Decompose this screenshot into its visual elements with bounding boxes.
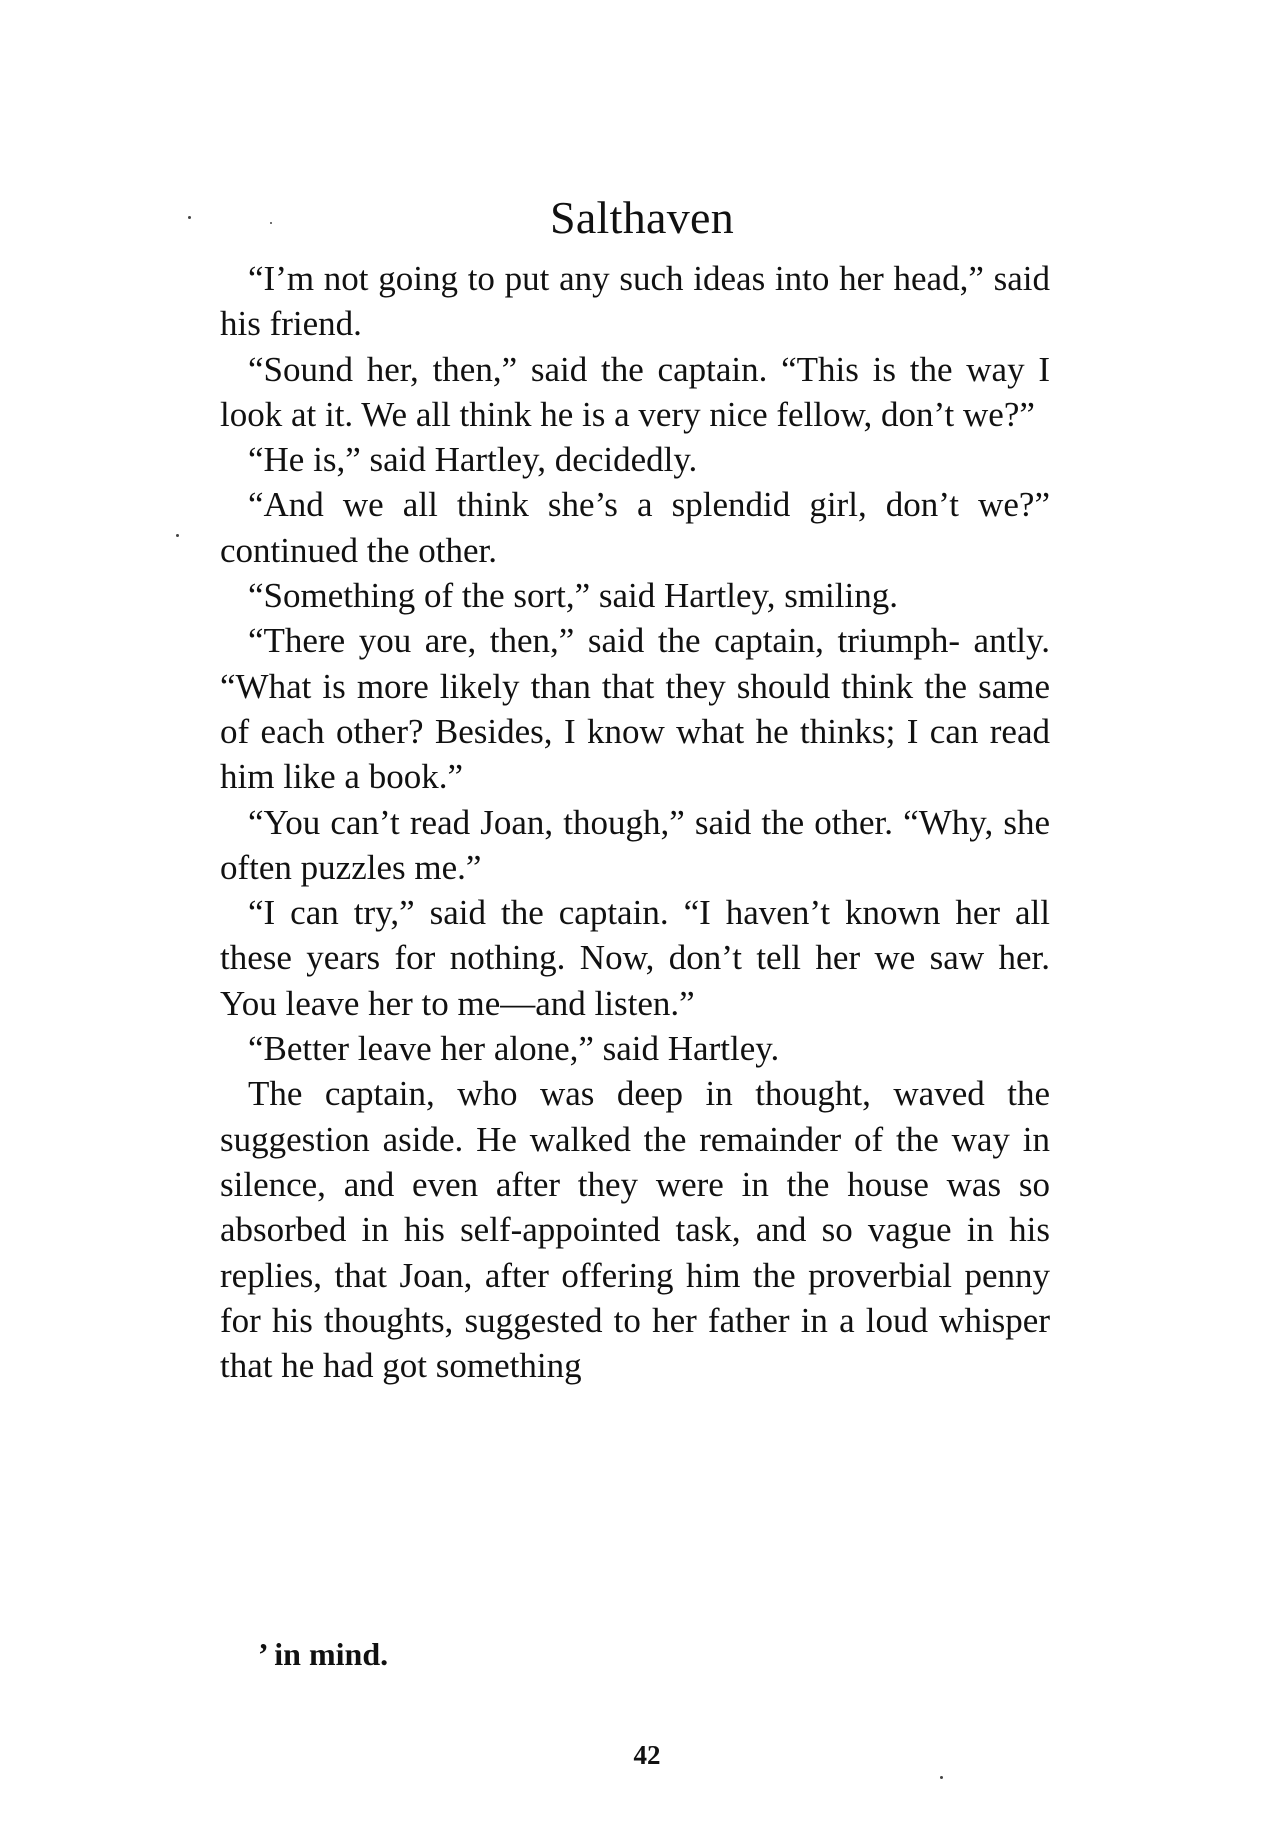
paragraph-4: “And we all think she’s a splendid girl, don’t we?” continued the other. [220,485,1050,570]
scan-speck [188,216,191,219]
paragraph-9: “Better leave her alone,” said Hartley. [248,1029,780,1069]
running-title: Salthaven [549,192,735,243]
scan-speck [940,1776,943,1779]
paragraph-1: “I’m not going to put any such ideas into her head,” said his friend. [220,259,1050,344]
page-number: 42 [633,1740,661,1770]
paragraph-6: “There you are, then,” said the captain, triumph- antly. “What is more likely than that they should think the same of each other? Besides, I know what he thinks; I can read him like a book.” [220,621,1050,797]
scan-speck [176,534,179,537]
paragraph-5: “Something of the sort,” said Hartley, smiling. [248,576,898,616]
paragraph-2: “Sound her, then,” said the captain. “This is the way I look at it. We all think he is a very nice fellow, don’t we?” [220,349,1050,434]
tail-line: ’ in mind. [258,1636,389,1672]
paragraph-10: The captain, who was deep in thought, waved the suggestion aside. He walked the remainder of the way in silence, and even after they were in the house was so absorbed in his self-appointed task, and so vague in his replies, that Joan, after offering him the proverbial penny for his thoughts, suggested to her father in a loud whisper that he had got something [220,1074,1050,1386]
paragraph-3: “He is,” said Hartley, decidedly. [248,440,698,480]
scan-speck [270,222,272,224]
paragraph-7: “You can’t read Joan, though,” said the other. “Why, she often puzzles me.” [220,802,1050,887]
paragraph-8: “I can try,” said the captain. “I haven’t known her all these years for nothing. Now, don’t tell her we saw her. You leave her to me—and listen.” [220,893,1050,1023]
body-text [220,256,1050,1388]
